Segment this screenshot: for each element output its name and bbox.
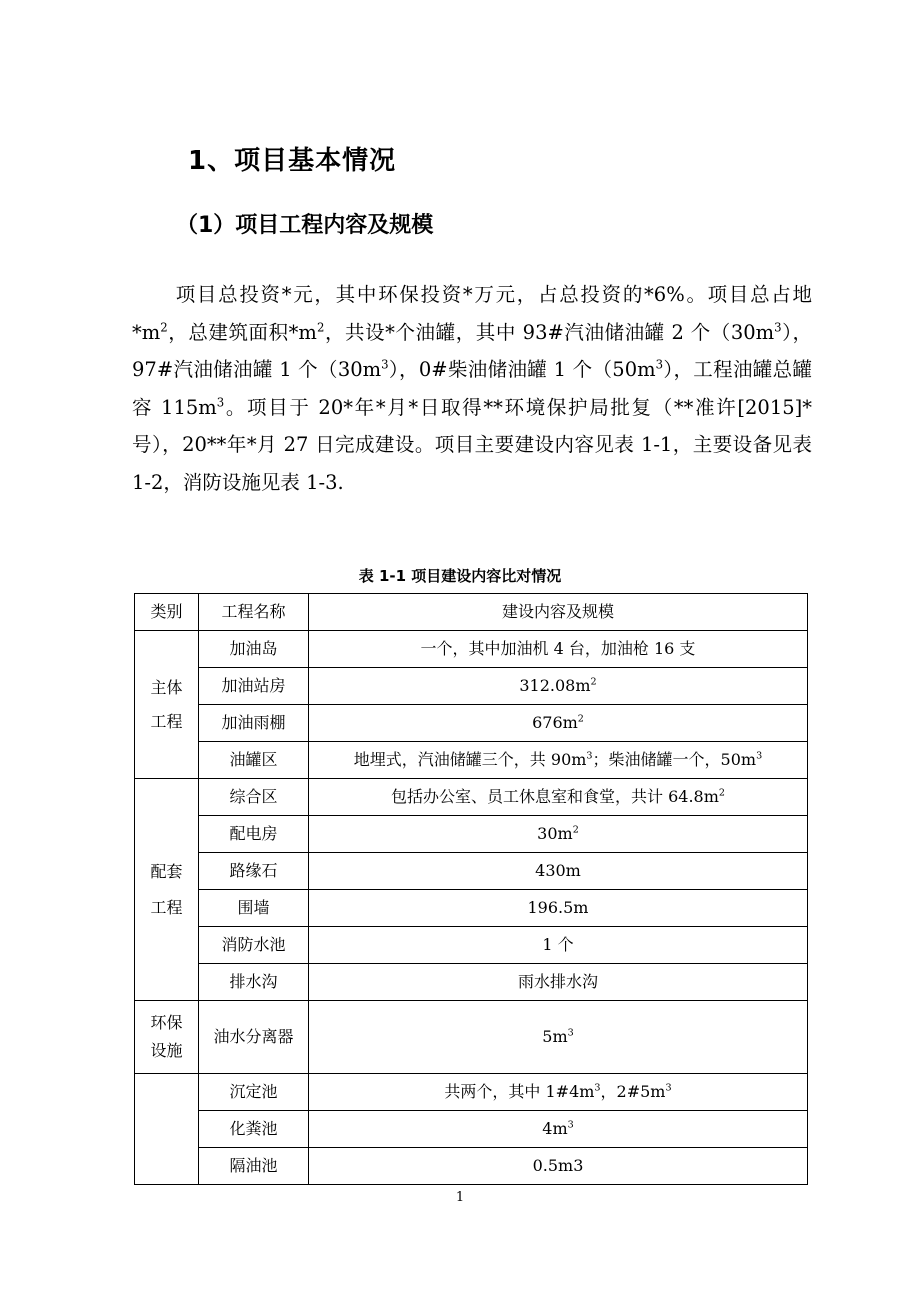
row-content: $30m^2$	[309, 816, 808, 853]
row-content: 地埋式，汽油储罐三个，共 $90m^3$；柴油储罐一个，$50m^3$	[309, 742, 808, 779]
group-env: 环保 设施	[135, 1001, 199, 1074]
row-content: 一个，其中加油机 4 台，加油枪 16 支	[309, 631, 808, 668]
group-main: 主体 工程	[135, 631, 199, 779]
row-name: 加油站房	[199, 668, 309, 705]
table-row	[135, 816, 808, 853]
table-row	[135, 964, 808, 1001]
row-content: 0.5m3	[309, 1148, 808, 1185]
subsection-heading: （1）项目工程内容及规模	[176, 213, 434, 238]
table-row	[135, 668, 808, 705]
body-paragraph: 项目总投资*元，其中环保投资*万元，占总投资的*6%。项目总占地$*m^2$，总建筑面积$*m^2$，共设*个油罐，其中 93#汽油储油罐 2 个$(30m^3)$，97#汽油储油罐 1 个$(30m^3)$，0#柴油储油罐 1 个$(50m^3)$，工程油罐总罐容 $115m^3$。项目于 20*年*月*日取得**环境保护局批复（**准许[2015]*号），20**年*月 27 日完成建设。项目主要建设内容见表 1-1，主要设备见表 1-2，消防设施见表 1-3.	[132, 283, 812, 494]
row-name: 隔油池	[199, 1148, 309, 1185]
row-content: $312.08m^2$	[309, 668, 808, 705]
row-content: 包括办公室、员工休息室和食堂，共计 $64.8m^2$	[309, 779, 808, 816]
row-content: 430m	[309, 853, 808, 890]
row-name: 消防水池	[199, 927, 309, 964]
header-project-name: 工程名称	[199, 594, 309, 631]
header-category: 类别	[135, 594, 199, 631]
row-name: 排水沟	[199, 964, 309, 1001]
row-content: 1 个	[309, 927, 808, 964]
table-row	[135, 1001, 808, 1074]
table-caption: 表 1-1 项目建设内容比对情况	[358, 567, 562, 585]
row-content: 雨水排水沟	[309, 964, 808, 1001]
table-row	[135, 890, 808, 927]
table-row	[135, 705, 808, 742]
table-row	[135, 631, 808, 668]
table-row	[135, 779, 808, 816]
table-row	[135, 1074, 808, 1111]
page-number: 1	[455, 1190, 465, 1205]
row-name: 化粪池	[199, 1111, 309, 1148]
row-content: $4m^3$	[309, 1111, 808, 1148]
table-row	[135, 927, 808, 964]
row-content: $5m^3$	[309, 1001, 808, 1074]
row-name: 围墙	[199, 890, 309, 927]
row-name: 综合区	[199, 779, 309, 816]
row-content: 196.5m	[309, 890, 808, 927]
section-heading: 1、项目基本情况	[188, 146, 397, 176]
row-name: 加油岛	[199, 631, 309, 668]
row-name: 配电房	[199, 816, 309, 853]
header-content: 建设内容及规模	[309, 594, 808, 631]
group-empty	[135, 1074, 199, 1185]
table-header-row	[135, 594, 808, 631]
construction-table	[134, 593, 808, 1185]
table-row	[135, 742, 808, 779]
row-name: 油水分离器	[199, 1001, 309, 1074]
row-content: 共两个，其中 $1\#4m^3$，$2\#5m^3$	[309, 1074, 808, 1111]
table-row	[135, 1148, 808, 1185]
group-support: 配套 工程	[135, 779, 199, 1001]
row-name: 沉定池	[199, 1074, 309, 1111]
row-name: 路缘石	[199, 853, 309, 890]
table-row	[135, 853, 808, 890]
row-name: 加油雨棚	[199, 705, 309, 742]
table-row	[135, 1111, 808, 1148]
row-name: 油罐区	[199, 742, 309, 779]
row-content: $676m^2$	[309, 705, 808, 742]
